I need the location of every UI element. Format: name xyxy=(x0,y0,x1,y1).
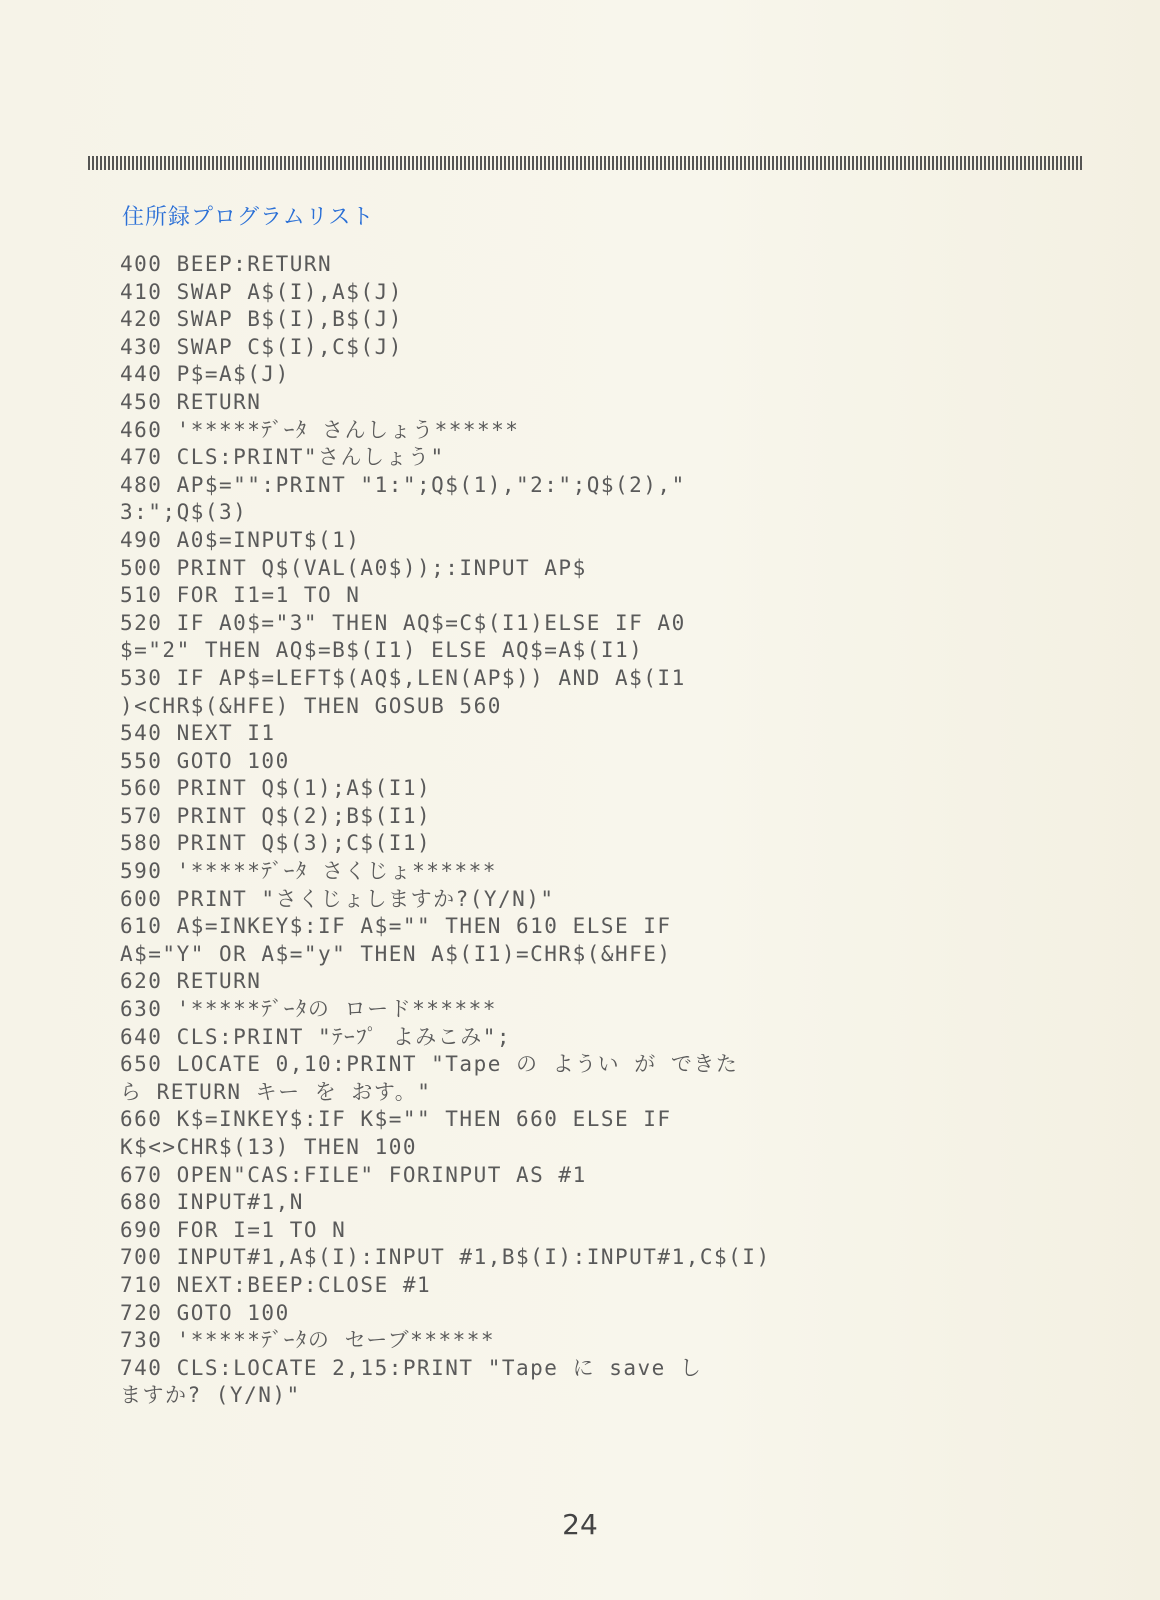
code-line: 530 IF AP$=LEFT$(AQ$,LEN(AP$)) AND A$(I1 xyxy=(120,665,686,690)
code-line: ら RETURN キー を おす。" xyxy=(120,1079,432,1104)
page-number: 24 xyxy=(562,1508,598,1541)
code-line: 730 '*****ﾃﾞｰﾀの セーブ****** xyxy=(120,1328,496,1353)
code-line: 590 '*****ﾃﾞｰﾀ さくじょ****** xyxy=(120,859,497,884)
code-line: )<CHR$(&HFE) THEN GOSUB 560 xyxy=(120,693,502,718)
code-line: 550 GOTO 100 xyxy=(120,748,290,773)
code-line: 450 RETURN xyxy=(120,389,262,414)
code-line: 460 '*****ﾃﾞｰﾀ さんしょう****** xyxy=(120,417,520,442)
code-line: 690 FOR I=1 TO N xyxy=(120,1217,347,1242)
code-line: 710 NEXT:BEEP:CLOSE #1 xyxy=(120,1272,432,1297)
header-rule xyxy=(88,156,1084,170)
code-line: 640 CLS:PRINT "ﾃｰﾌﾟ よみこみ"; xyxy=(120,1024,512,1049)
program-listing xyxy=(120,251,880,1410)
code-line: 720 GOTO 100 xyxy=(120,1300,290,1325)
code-line: 660 K$=INKEY$:IF K$="" THEN 660 ELSE IF xyxy=(120,1107,672,1132)
code-line: 560 PRINT Q$(1);A$(I1) xyxy=(120,776,432,801)
code-line: 600 PRINT "さくじょしますか?(Y/N)" xyxy=(120,886,555,911)
code-line: $="2" THEN AQ$=B$(I1) ELSE AQ$=A$(I1) xyxy=(120,638,644,663)
code-line: A$="Y" OR A$="y" THEN A$(I1)=CHR$(&HFE) xyxy=(120,941,672,966)
code-line: 540 NEXT I1 xyxy=(120,721,276,746)
code-line: 620 RETURN xyxy=(120,969,262,994)
code-line: 510 FOR I1=1 TO N xyxy=(120,583,361,608)
code-line: 580 PRINT Q$(3);C$(I1) xyxy=(120,831,432,856)
code-line: 440 P$=A$(J) xyxy=(120,362,290,387)
section-title: 住所録プログラムリスト xyxy=(122,205,375,230)
code-line: 490 A0$=INPUT$(1) xyxy=(120,527,361,552)
code-line: 500 PRINT Q$(VAL(A0$));:INPUT AP$ xyxy=(120,555,587,580)
code-line: 430 SWAP C$(I),C$(J) xyxy=(120,334,403,359)
code-line: 3:";Q$(3) xyxy=(120,500,248,525)
code-line: 470 CLS:PRINT"さんしょう" xyxy=(120,445,445,470)
code-line: 670 OPEN"CAS:FILE" FORINPUT AS #1 xyxy=(120,1162,587,1187)
code-line: 480 AP$="":PRINT "1:";Q$(1),"2:";Q$(2)," xyxy=(120,472,686,497)
code-line: 420 SWAP B$(I),B$(J) xyxy=(120,307,403,332)
code-line: 680 INPUT#1,N xyxy=(120,1190,304,1215)
code-line: 570 PRINT Q$(2);B$(I1) xyxy=(120,803,432,828)
code-line: 400 BEEP:RETURN xyxy=(120,252,333,276)
code-line: 700 INPUT#1,A$(I):INPUT #1,B$(I):INPUT#1,C$(I) xyxy=(120,1245,771,1270)
code-line: ますか? (Y/N)" xyxy=(120,1383,301,1408)
code-line: 630 '*****ﾃﾞｰﾀの ロード****** xyxy=(120,997,497,1022)
code-line: 650 LOCATE 0,10:PRINT "Tape の ようい が できた xyxy=(120,1052,739,1077)
code-line: K$<>CHR$(13) THEN 100 xyxy=(120,1135,418,1159)
code-line: 740 CLS:LOCATE 2,15:PRINT "Tape に save し xyxy=(120,1355,703,1380)
code-line: 410 SWAP A$(I),A$(J) xyxy=(120,279,403,304)
code-line: 520 IF A0$="3" THEN AQ$=C$(I1)ELSE IF A0 xyxy=(120,610,686,635)
code-line: 610 A$=INKEY$:IF A$="" THEN 610 ELSE IF xyxy=(120,914,672,939)
